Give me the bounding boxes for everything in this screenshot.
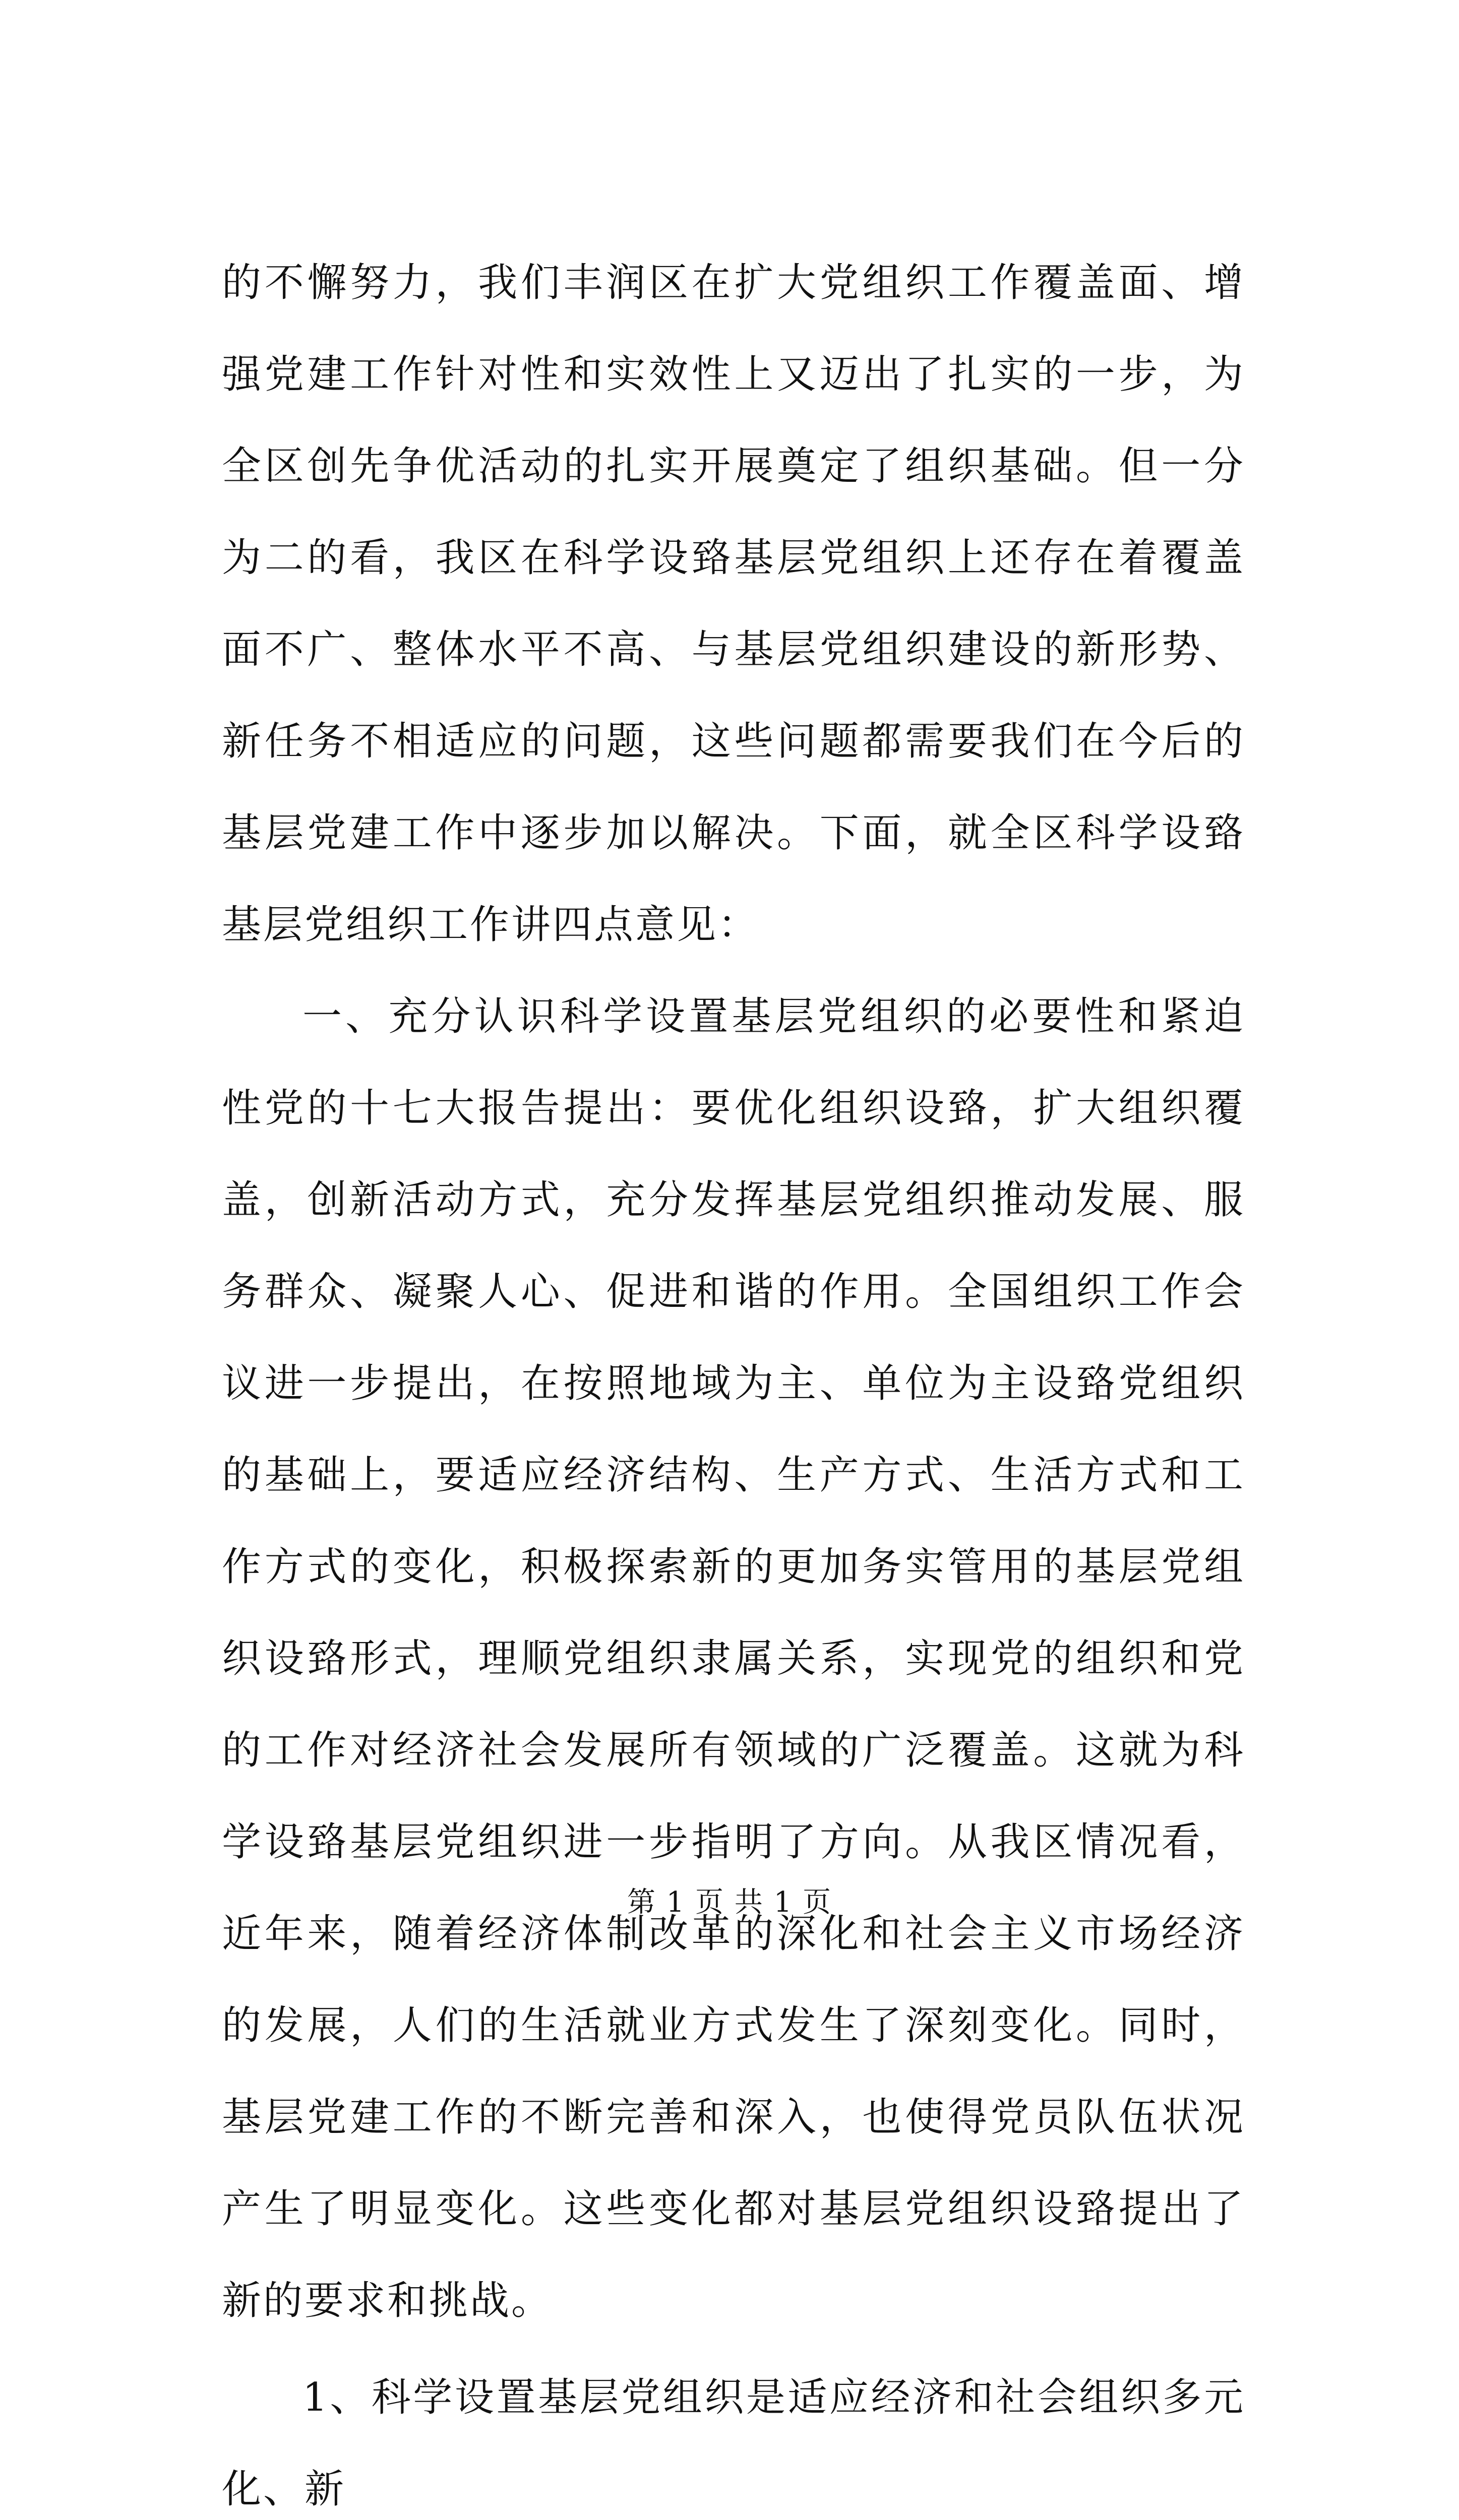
paragraph-intro: 的不懈努力，我们丰润区在扩大党组织工作覆盖面、增强党建工作针对性和实效性上又迈出了扎实的一步，为全区创先争优活动的扎实开展奠定了组织基础。但一分为二的看，我区在科学设臵基层党组织上还存在着覆盖面不广、整体水平不高、与基层党组织建设的新形势、新任务不相适应的问题，这些问题都需要我们在今后的基层党建工作中逐步加以解决。下面，就全区科学设臵基层党组织工作讲四点意见： (222, 260, 1245, 948)
page-footer: 第 1 页 共 1 页 (627, 1886, 832, 1919)
paragraph-item-one: 1、科学设置基层党组织是适应经济和社会组织多元化、新 (222, 2375, 1245, 2512)
document-body (222, 237, 1245, 2520)
paragraph-section-one: 一、充分认识科学设置基层党组织的必要性和紧迫性党的十七大报告提出：要优化组织设臵，扩大组织覆盖，创新活动方式，充分发挥基层党组织推动发展、服务群众、凝聚人心、促进和谐的作用。全国组织工作会议进一步提出，在按照地域为主、单位为主设臵党组织的基础上，要适应经济结构、生产方式、生活方式和工作方式的变化，积极探索新的更加务实管用的基层党组织设臵形式，理顺党组织隶属关系，实现党的组织和党的工作对经济社会发展所有领域的广泛覆盖。这就为科学设臵基层党组织进一步指明了方向。从我区情况看，近年来，随着经济体制改革的深化和社会主义市场经济的发展，人们的生活就业方式发生了深刻变化。同时，基层党建工作的不断完善和深入，也使得党员队伍状况产生了明显变化。这些变化都对基层党组织设臵提出了新的要求和挑战。 (222, 994, 1245, 2323)
